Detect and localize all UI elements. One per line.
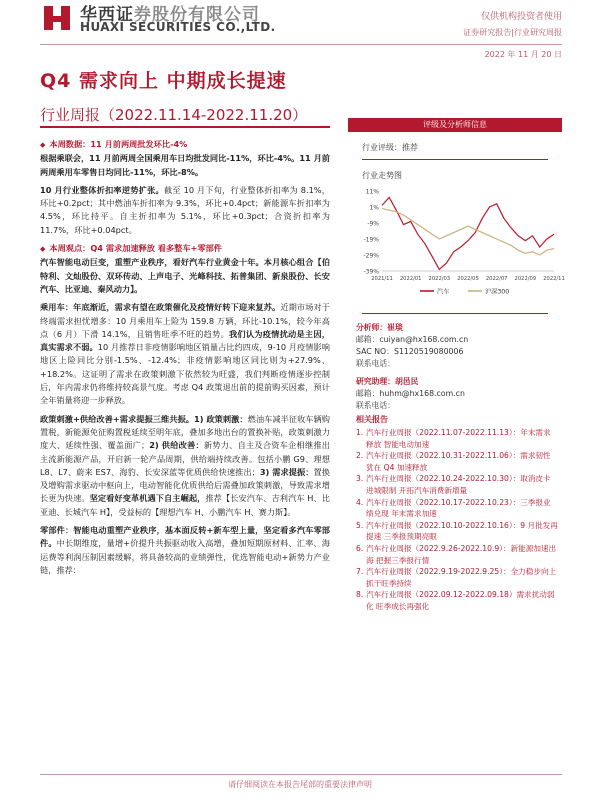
x-tick-label: 2022/05 (457, 276, 479, 282)
related-report-item[interactable]: 1. 汽车行业周报（2022.11.07-2022.11.13）：年末需求释放 智能电动加速 (356, 428, 551, 449)
paragraph-components: 零部件：智能电动重塑产业秩序，基本面反转+新车型上量，坚定看多汽车零部件。中长期维度，量增+价提升共振驱动收入高增，叠加短期原材料、汇率、海运费等利润压制因素缓解，将具备较高的业绩弹性，优选智能电动+新势力产业链，推荐： (40, 525, 330, 575)
paragraph-core-portfolio: 汽车智能电动巨变，重塑产业秩序，看好汽车行业黄金十年。本月核心组合【伯特利、文灿股份、双环传动、上声电子、光峰科技、拓普集团、新泉股份、长安汽车、比亚迪、秦风动力】。 (40, 257, 330, 294)
analyst-name: 分析师：崔琰 (356, 323, 403, 332)
analyst-email: 邮箱：cuiyan@hx168.com.cn (356, 335, 469, 344)
x-tick-label: 2022/01 (399, 276, 422, 282)
report-body (40, 138, 330, 582)
paragraph-passenger-car: 乘用车：年底渐近，需求有望在政策催化及疫情好转下迎来复苏。近期市场对于终端需求担忧增多：10 月乘用车上险为 159.8 万辆，环比-10.1%，较今年高点（6 月）下滑 14.1%，且销售旺季不旺的趋势。我们认为疫情扰动是主因，真实需求不弱。10 月推荐日非疫情影响地区销量占比约四成，9-10 月疫情影响地区上险同比分别-1.5%、-12.4%；非疫情影响地区同比则为+27.9%、+18.2%。这证明了需求在政策刺激下依然较为旺盛，我们判断疫情逐步控制后，年内需求仍将维持较高景气度。考虑 Q4 政策退出前的提前购买因素，预计全年销量将迎一步释放。 (40, 302, 330, 406)
x-tick-label: 2022/11 (543, 276, 565, 282)
rating-header: 评级及分析师信息 (348, 118, 562, 132)
paragraph-weekly-data: 根据乘联会，11 月前两周全国乘用车日均批发同比-11%，环比-4%。11 月前两周乘用车零售日均同比-11%，环比-8%。 (40, 153, 330, 177)
related-report-item[interactable]: 6. 汽车行业周报（2022.9.26-2022.10.9）：新能源加速出海 把握三季报行情 (356, 543, 557, 565)
assistant-phone: 联系电话： (356, 401, 395, 410)
series-line (382, 209, 554, 255)
rating-divider (362, 159, 548, 160)
legend-label: 沪深300 (485, 288, 510, 296)
trend-chart (348, 185, 565, 309)
huaxi-logo (40, 0, 74, 34)
trend-chart-title: 行业走势图 (362, 171, 402, 180)
related-report-item[interactable]: 7. 汽车行业周报（2022.9.19-2022.9.25）：全力稳步向上 抓干旺季持续 (356, 567, 557, 588)
x-tick-label: 2022/03 (428, 276, 451, 282)
header-divider (40, 44, 562, 45)
sidebar (348, 118, 565, 613)
report-subtitle: 行业周报（2022.11.14-2022.11.20） (40, 106, 308, 124)
brand-name-cn: 华西证券股份有限公司 (80, 5, 260, 25)
section-heading-view: ◆ 本周观点：Q4 需求加速释放 看多整车+零部件 (40, 242, 330, 256)
y-tick-label: 11% (365, 188, 379, 196)
related-report-item[interactable]: 4. 汽车行业周报（2022.10.17-2022.10.23）：三季报业绩兑现 年末需求加速 (356, 497, 551, 519)
analyst-info (348, 322, 562, 412)
series-line (382, 197, 554, 269)
report-date: 2022 年 11 月 20 日 (484, 50, 562, 59)
paragraph-policy: 政策刺激+供给改善+需求提振三维共振。1) 政策刺激：燃油车减半征收车辆购置税，新能源免征购置税延续至明年底，叠加多地出台的置换补贴，政策刺激力度大、延续性强、覆盖面广；2) 供给改善：新势力、自主及合资车企相继推出主流新能源产品，开启新一轮产品周期，供给端持续改善。包括小鹏 G9、理想 L8、L7、蔚来 ES7、海豹、长安深蓝等优质供给快速推出；3) 需求提振：置换及增购需求驱动中枢向上，电动智能化优质供给后需叠加政策刺激，导致需求增长更为快速。坚定看好变革机遇下自主崛起，推荐【长安汽车、吉利汽车 H、比亚迪、长城汽车 H】，受益标的【理想汽车 H、小鹏汽车 H、赛力斯】。 (40, 413, 330, 517)
related-report-item[interactable]: 5. 汽车行业周报（2022.10.10-2022.10.16）：9 月批发再提速 三季报预期亮眼 (356, 520, 558, 542)
related-reports-list (348, 427, 562, 613)
related-reports-heading: 相关报告 (356, 415, 388, 424)
footer-divider (40, 774, 562, 775)
y-tick-label: -9% (367, 220, 379, 228)
report-title: Q4 需求向上 中期成长提速 (40, 70, 287, 92)
assistant-name: 研究助理：胡邑民 (356, 377, 419, 386)
report-type-tag: 证券研究报告|行业研究周报 (463, 28, 562, 37)
analyst-sac: SAC NO：S1120519080006 (356, 347, 464, 356)
y-tick-label: -39% (363, 268, 379, 276)
x-tick-label: 2021/11 (371, 276, 393, 282)
y-tick-label: 1% (369, 204, 379, 212)
legal-notice: 请仔细阅读在本报告尾部的重要法律声明 (228, 780, 372, 789)
related-report-item[interactable]: 3. 汽车行业周报（2022.10.24-2022.10.30）：取消皮卡进城限制 开拓汽车消费新增量 (356, 474, 551, 495)
industry-rating: 行业评级：推荐 (362, 143, 418, 152)
x-tick-label: 2022/09 (514, 276, 537, 282)
brand-name-en: HUAXI SECURITIES CO.,LTD. (80, 20, 276, 34)
y-tick-label: -19% (363, 236, 379, 244)
related-report-item[interactable]: 8. 汽车行业周报（2022.09.12-2022.09.18）需求扰动弱化 旺季成长再强化 (356, 590, 555, 611)
x-tick-label: 2022/07 (485, 276, 508, 282)
legend-label: 汽车 (437, 288, 450, 296)
chart-divider (362, 313, 548, 314)
y-tick-label: -29% (363, 252, 379, 260)
analyst-phone: 联系电话： (356, 359, 395, 368)
assistant-email: 邮箱：huhm@hx168.com.cn (356, 389, 465, 398)
trend-chart-svg (348, 185, 565, 305)
section-heading-data: ◆ 本周数据：11 月前两周批发环比-4% (40, 138, 330, 152)
audience-tag: 仅供机构投资者使用 (480, 12, 562, 22)
related-report-item[interactable]: 2. 汽车行业周报（2022.10.31-2022.11.06）：需求韧性犹在 Q4 加速释放 (356, 451, 551, 472)
title-divider (40, 126, 330, 128)
paragraph-discount-rate: 10 月行业整体折扣率逆势扩张。截至 10 月下旬，行业整体折扣率为 8.1%，环比+0.2pct；其中燃油车折扣率为 9.3%，环比+0.4pct；新能源车折扣率为 4.5%，环比持平。自主折扣率为 5.1%，环比+0.3pct；合资折扣率为 11.7%，环比+0.04pct。 (40, 184, 330, 235)
